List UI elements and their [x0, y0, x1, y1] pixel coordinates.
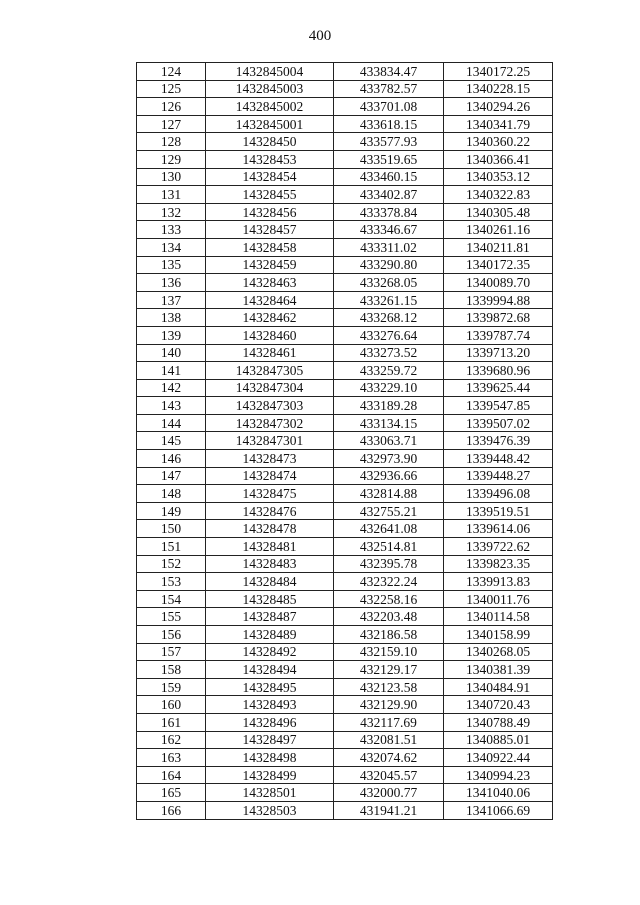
y-coordinate-cell: 1339476.39 [444, 432, 553, 450]
point-id-cell: 14328489 [206, 626, 334, 644]
point-id-cell: 14328484 [206, 573, 334, 591]
y-coordinate-cell: 1341040.06 [444, 784, 553, 802]
x-coordinate-cell: 433701.08 [334, 98, 444, 116]
table-row [137, 538, 553, 556]
table-row [137, 766, 553, 784]
table-row [137, 274, 553, 292]
point-id-cell: 1432847303 [206, 397, 334, 415]
y-coordinate-cell: 1339872.68 [444, 309, 553, 327]
table-row [137, 590, 553, 608]
point-number-cell: 139 [137, 326, 206, 344]
y-coordinate-cell: 1340322.83 [444, 186, 553, 204]
y-coordinate-cell: 1340114.58 [444, 608, 553, 626]
point-id-cell: 14328487 [206, 608, 334, 626]
point-number-cell: 138 [137, 309, 206, 327]
table-row [137, 661, 553, 679]
table-row [137, 520, 553, 538]
y-coordinate-cell: 1340305.48 [444, 203, 553, 221]
y-coordinate-cell: 1339680.96 [444, 362, 553, 380]
x-coordinate-cell: 433273.52 [334, 344, 444, 362]
x-coordinate-cell: 433834.47 [334, 63, 444, 81]
x-coordinate-cell: 433519.65 [334, 150, 444, 168]
y-coordinate-cell: 1339823.35 [444, 555, 553, 573]
x-coordinate-cell: 433259.72 [334, 362, 444, 380]
point-number-cell: 157 [137, 643, 206, 661]
point-number-cell: 144 [137, 414, 206, 432]
table-row [137, 186, 553, 204]
x-coordinate-cell: 432123.58 [334, 678, 444, 696]
point-id-cell: 14328459 [206, 256, 334, 274]
x-coordinate-cell: 432258.16 [334, 590, 444, 608]
x-coordinate-cell: 432755.21 [334, 502, 444, 520]
y-coordinate-cell: 1339713.20 [444, 344, 553, 362]
point-id-cell: 1432845001 [206, 115, 334, 133]
point-number-cell: 147 [137, 467, 206, 485]
point-id-cell: 14328474 [206, 467, 334, 485]
y-coordinate-cell: 1340089.70 [444, 274, 553, 292]
point-id-cell: 14328494 [206, 661, 334, 679]
point-id-cell: 14328476 [206, 502, 334, 520]
table-row [137, 467, 553, 485]
table-row [137, 397, 553, 415]
table-row [137, 678, 553, 696]
point-id-cell: 14328454 [206, 168, 334, 186]
x-coordinate-cell: 432936.66 [334, 467, 444, 485]
point-number-cell: 145 [137, 432, 206, 450]
point-id-cell: 1432847301 [206, 432, 334, 450]
x-coordinate-cell: 433063.71 [334, 432, 444, 450]
x-coordinate-cell: 432074.62 [334, 749, 444, 767]
x-coordinate-cell: 433577.93 [334, 133, 444, 151]
x-coordinate-cell: 432045.57 [334, 766, 444, 784]
point-number-cell: 159 [137, 678, 206, 696]
table-row [137, 696, 553, 714]
x-coordinate-cell: 433402.87 [334, 186, 444, 204]
point-number-cell: 124 [137, 63, 206, 81]
point-id-cell: 14328457 [206, 221, 334, 239]
point-id-cell: 14328497 [206, 731, 334, 749]
table-row [137, 309, 553, 327]
point-number-cell: 136 [137, 274, 206, 292]
point-number-cell: 130 [137, 168, 206, 186]
x-coordinate-cell: 431941.21 [334, 801, 444, 819]
x-coordinate-cell: 432186.58 [334, 626, 444, 644]
x-coordinate-cell: 432395.78 [334, 555, 444, 573]
point-number-cell: 160 [137, 696, 206, 714]
point-id-cell: 14328503 [206, 801, 334, 819]
table-row [137, 291, 553, 309]
point-id-cell: 14328460 [206, 326, 334, 344]
point-number-cell: 125 [137, 80, 206, 98]
x-coordinate-cell: 432203.48 [334, 608, 444, 626]
point-id-cell: 14328498 [206, 749, 334, 767]
x-coordinate-cell: 432129.90 [334, 696, 444, 714]
x-coordinate-cell: 432814.88 [334, 485, 444, 503]
x-coordinate-cell: 433618.15 [334, 115, 444, 133]
point-id-cell: 14328481 [206, 538, 334, 556]
x-coordinate-cell: 432973.90 [334, 450, 444, 468]
point-id-cell: 1432847304 [206, 379, 334, 397]
table-row [137, 784, 553, 802]
point-id-cell: 14328495 [206, 678, 334, 696]
point-number-cell: 150 [137, 520, 206, 538]
point-number-cell: 134 [137, 238, 206, 256]
table-row [137, 63, 553, 81]
point-number-cell: 129 [137, 150, 206, 168]
point-id-cell: 1432847305 [206, 362, 334, 380]
y-coordinate-cell: 1340172.35 [444, 256, 553, 274]
x-coordinate-cell: 433346.67 [334, 221, 444, 239]
x-coordinate-cell: 433134.15 [334, 414, 444, 432]
table-row [137, 485, 553, 503]
y-coordinate-cell: 1339787.74 [444, 326, 553, 344]
x-coordinate-cell: 433782.57 [334, 80, 444, 98]
table-row [137, 573, 553, 591]
x-coordinate-cell: 433290.80 [334, 256, 444, 274]
y-coordinate-cell: 1340261.16 [444, 221, 553, 239]
point-id-cell: 14328458 [206, 238, 334, 256]
point-id-cell: 14328450 [206, 133, 334, 151]
table-row [137, 731, 553, 749]
x-coordinate-cell: 433378.84 [334, 203, 444, 221]
table-row [137, 626, 553, 644]
point-number-cell: 153 [137, 573, 206, 591]
x-coordinate-cell: 433261.15 [334, 291, 444, 309]
point-number-cell: 135 [137, 256, 206, 274]
table-row [137, 168, 553, 186]
point-number-cell: 155 [137, 608, 206, 626]
x-coordinate-cell: 432641.08 [334, 520, 444, 538]
y-coordinate-cell: 1340366.41 [444, 150, 553, 168]
table-row [137, 221, 553, 239]
y-coordinate-cell: 1339722.62 [444, 538, 553, 556]
table-row [137, 256, 553, 274]
point-number-cell: 154 [137, 590, 206, 608]
y-coordinate-cell: 1339519.51 [444, 502, 553, 520]
point-id-cell: 14328493 [206, 696, 334, 714]
point-number-cell: 164 [137, 766, 206, 784]
point-number-cell: 137 [137, 291, 206, 309]
y-coordinate-cell: 1339507.02 [444, 414, 553, 432]
point-id-cell: 14328456 [206, 203, 334, 221]
point-number-cell: 149 [137, 502, 206, 520]
y-coordinate-cell: 1340268.05 [444, 643, 553, 661]
point-number-cell: 132 [137, 203, 206, 221]
y-coordinate-cell: 1339614.06 [444, 520, 553, 538]
table-row [137, 502, 553, 520]
table-row [137, 150, 553, 168]
y-coordinate-cell: 1340353.12 [444, 168, 553, 186]
x-coordinate-cell: 433268.12 [334, 309, 444, 327]
point-number-cell: 163 [137, 749, 206, 767]
point-id-cell: 14328499 [206, 766, 334, 784]
point-number-cell: 140 [137, 344, 206, 362]
x-coordinate-cell: 433276.64 [334, 326, 444, 344]
y-coordinate-cell: 1340211.81 [444, 238, 553, 256]
x-coordinate-cell: 432159.10 [334, 643, 444, 661]
y-coordinate-cell: 1340011.76 [444, 590, 553, 608]
y-coordinate-cell: 1340922.44 [444, 749, 553, 767]
point-number-cell: 152 [137, 555, 206, 573]
table-row [137, 450, 553, 468]
table-row [137, 238, 553, 256]
y-coordinate-cell: 1340228.15 [444, 80, 553, 98]
x-coordinate-cell: 432117.69 [334, 713, 444, 731]
point-number-cell: 162 [137, 731, 206, 749]
point-id-cell: 1432845003 [206, 80, 334, 98]
point-number-cell: 165 [137, 784, 206, 802]
point-number-cell: 143 [137, 397, 206, 415]
table-row [137, 344, 553, 362]
table-row [137, 749, 553, 767]
y-coordinate-cell: 1340720.43 [444, 696, 553, 714]
point-id-cell: 14328492 [206, 643, 334, 661]
y-coordinate-cell: 1340294.26 [444, 98, 553, 116]
table-row [137, 98, 553, 116]
point-number-cell: 151 [137, 538, 206, 556]
point-id-cell: 14328501 [206, 784, 334, 802]
point-id-cell: 14328455 [206, 186, 334, 204]
point-number-cell: 126 [137, 98, 206, 116]
point-number-cell: 148 [137, 485, 206, 503]
table-row [137, 115, 553, 133]
y-coordinate-cell: 1339913.83 [444, 573, 553, 591]
point-number-cell: 128 [137, 133, 206, 151]
table-row [137, 326, 553, 344]
y-coordinate-cell: 1339496.08 [444, 485, 553, 503]
point-number-cell: 133 [137, 221, 206, 239]
y-coordinate-cell: 1339625.44 [444, 379, 553, 397]
x-coordinate-cell: 432514.81 [334, 538, 444, 556]
y-coordinate-cell: 1340360.22 [444, 133, 553, 151]
y-coordinate-cell: 1339994.88 [444, 291, 553, 309]
y-coordinate-cell: 1341066.69 [444, 801, 553, 819]
y-coordinate-cell: 1340172.25 [444, 63, 553, 81]
coordinates-table-body [137, 63, 553, 820]
point-id-cell: 1432845002 [206, 98, 334, 116]
table-row [137, 608, 553, 626]
page-number: 400 [308, 28, 332, 44]
table-row [137, 414, 553, 432]
table-row [137, 643, 553, 661]
point-id-cell: 14328462 [206, 309, 334, 327]
point-number-cell: 127 [137, 115, 206, 133]
x-coordinate-cell: 432000.77 [334, 784, 444, 802]
x-coordinate-cell: 433460.15 [334, 168, 444, 186]
point-number-cell: 166 [137, 801, 206, 819]
coordinates-table [136, 62, 553, 820]
x-coordinate-cell: 433268.05 [334, 274, 444, 292]
point-number-cell: 158 [137, 661, 206, 679]
x-coordinate-cell: 432322.24 [334, 573, 444, 591]
table-row [137, 555, 553, 573]
y-coordinate-cell: 1339448.27 [444, 467, 553, 485]
point-number-cell: 156 [137, 626, 206, 644]
table-row [137, 80, 553, 98]
point-id-cell: 14328478 [206, 520, 334, 538]
y-coordinate-cell: 1340158.99 [444, 626, 553, 644]
y-coordinate-cell: 1340994.23 [444, 766, 553, 784]
point-id-cell: 14328463 [206, 274, 334, 292]
x-coordinate-cell: 433189.28 [334, 397, 444, 415]
table-row [137, 362, 553, 380]
y-coordinate-cell: 1340885.01 [444, 731, 553, 749]
point-id-cell: 14328496 [206, 713, 334, 731]
point-id-cell: 1432845004 [206, 63, 334, 81]
y-coordinate-cell: 1340341.79 [444, 115, 553, 133]
point-id-cell: 14328473 [206, 450, 334, 468]
x-coordinate-cell: 432129.17 [334, 661, 444, 679]
point-number-cell: 131 [137, 186, 206, 204]
table-row [137, 432, 553, 450]
table-row [137, 713, 553, 731]
point-id-cell: 14328464 [206, 291, 334, 309]
y-coordinate-cell: 1339547.85 [444, 397, 553, 415]
y-coordinate-cell: 1340788.49 [444, 713, 553, 731]
point-id-cell: 14328453 [206, 150, 334, 168]
table-row [137, 203, 553, 221]
x-coordinate-cell: 433229.10 [334, 379, 444, 397]
point-id-cell: 14328475 [206, 485, 334, 503]
point-number-cell: 161 [137, 713, 206, 731]
point-number-cell: 142 [137, 379, 206, 397]
y-coordinate-cell: 1339448.42 [444, 450, 553, 468]
table-row [137, 801, 553, 819]
table-row [137, 133, 553, 151]
point-id-cell: 14328461 [206, 344, 334, 362]
y-coordinate-cell: 1340484.91 [444, 678, 553, 696]
x-coordinate-cell: 432081.51 [334, 731, 444, 749]
point-number-cell: 146 [137, 450, 206, 468]
y-coordinate-cell: 1340381.39 [444, 661, 553, 679]
point-id-cell: 14328485 [206, 590, 334, 608]
point-number-cell: 141 [137, 362, 206, 380]
table-row [137, 379, 553, 397]
point-id-cell: 1432847302 [206, 414, 334, 432]
x-coordinate-cell: 433311.02 [334, 238, 444, 256]
point-id-cell: 14328483 [206, 555, 334, 573]
